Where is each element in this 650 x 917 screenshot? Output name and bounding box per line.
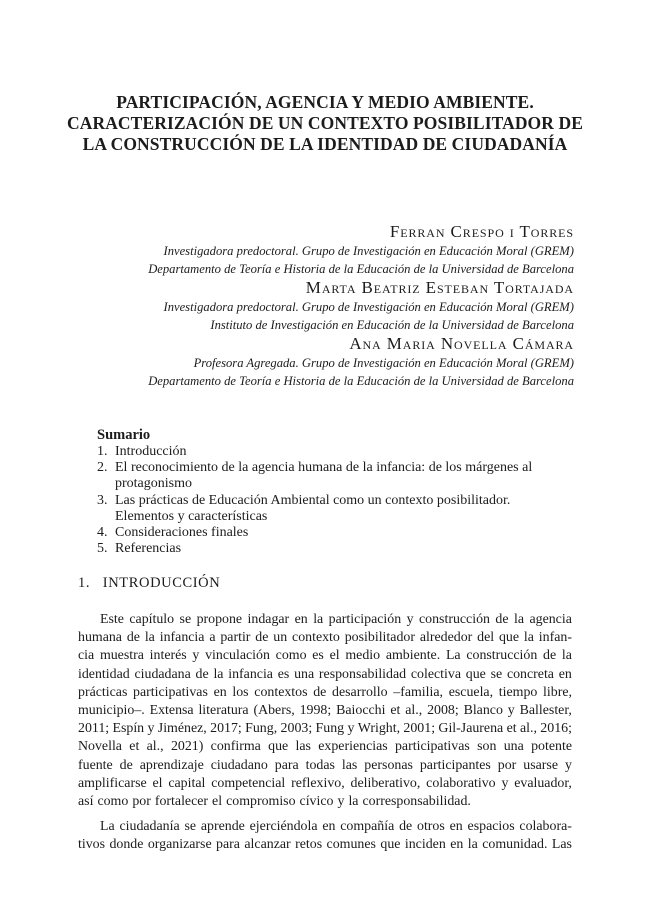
word: en [322,819,336,835]
text-line [78,818,572,836]
word: participativas [133,684,208,700]
word: humana [78,630,122,646]
word: una [294,666,315,682]
word: comunidad. [482,837,548,853]
word: propone [196,612,243,627]
word: Fung [315,721,345,737]
paragraph [78,818,572,854]
word: que [380,837,401,853]
word: colaborativo [426,775,496,791]
text-line [78,611,572,629]
summary-item-number: 3. [97,492,108,508]
text-line [78,684,572,702]
word: La [100,819,115,835]
author-affiliation: Investigadora predoctoral. Grupo de Investigación en Educación Moral (GREM) [163,244,574,258]
section-number: 1. [78,575,91,591]
word: y [406,612,414,627]
word: la [561,648,572,664]
word: se [184,819,197,835]
word: ciudadana [134,666,191,682]
word: agencia [529,612,572,627]
word: 2017; [210,721,242,737]
word: en [450,837,464,853]
word: fortalecer [154,793,209,809]
summary-item [97,460,577,492]
word: confirma [210,739,261,755]
section-title: INTRODUCCIÓN [102,575,221,591]
word: para [216,837,240,853]
word: en [558,666,572,682]
word: –familia, [393,684,444,700]
word: al., [519,721,537,737]
summary-item-text: El reconocimiento de la agencia humana de la infancia: de los márgenes al [115,460,533,476]
word: así [78,793,94,809]
word: otros [417,819,445,835]
word: muestra [99,648,144,664]
word: et [390,702,401,718]
word: las [295,739,311,755]
title-line: LA CONSTRUCCIÓN DE LA IDENTIDAD DE CIUDADANÍA [82,134,568,154]
word: literatura [198,702,249,718]
word: Gil-Jaurena [438,721,504,737]
word: que [498,630,520,646]
word: en [213,684,227,700]
word: del [477,630,495,646]
word: experiencias [318,739,388,755]
word: al., [405,702,423,718]
word: en [449,819,463,835]
word: amplificarse [78,775,147,791]
word: capítulo [129,612,175,627]
word: alrededor [419,630,473,646]
title-line: PARTICIPACIÓN, AGENCIA Y MEDIO AMBIENTE. [116,92,534,112]
word: compañía [340,819,395,835]
word: partir [220,630,251,646]
word: infancia [228,666,273,682]
word: 1998; [299,702,332,718]
word: corresponsabilidad. [362,793,471,809]
word: 2001; [403,721,436,737]
author-name: Ferran Crespo i Torres [389,222,574,241]
word: Wright, [357,721,401,737]
word: (Abers, [253,702,295,718]
word: la [213,666,224,682]
word: los [232,684,249,700]
body-text [78,611,572,854]
word: ambiente. [385,648,441,664]
word: de [543,648,557,664]
text-line [78,793,572,811]
summary-heading: Sumario [97,427,151,443]
word: de [255,630,269,646]
word: concreta [506,666,554,682]
author-affiliation: Departamento de Teoría e Historia de la Educación de la Universidad de Barcelona [148,374,574,388]
word: la [523,630,534,646]
word: ciudadanía [119,819,180,835]
text-line [78,738,572,756]
word: de [119,757,133,773]
text-line [78,647,572,665]
word: un [273,630,288,646]
word: construcción [466,648,538,664]
word: es [277,666,290,682]
word: fuente [78,757,113,773]
word: compromiso [226,793,296,809]
section-heading [78,575,220,592]
word: y [347,721,355,737]
summary-item-number: 5. [97,541,108,557]
word: la [348,793,359,809]
word: contexto [292,630,340,646]
word: La [445,648,461,664]
word: prácticas [78,684,128,700]
author-block [148,222,574,390]
word: y [147,721,155,737]
word: cívico [299,793,334,809]
word: al., [146,739,164,755]
word: et [129,739,140,755]
summary-item-text: Referencias [115,541,182,557]
word: colabora- [519,819,572,835]
word: inciden [404,837,446,853]
word: todas [305,757,335,773]
summary-section [97,427,577,557]
word: para [274,757,299,773]
word: por [497,757,517,773]
word: participantes [419,757,491,773]
word: donde [109,837,144,853]
word: alcanzar [244,837,291,853]
author-affiliation: Profesora Agregada. Grupo de Investigación en Educación Moral (GREM) [193,356,574,370]
word: a [209,630,216,646]
word: y [507,702,515,718]
word: una [503,739,524,755]
author-name: Ana Maria Novella Cámara [349,334,574,353]
summary-item-text: Consideraciones finales [115,525,249,541]
word: personas [364,757,413,773]
word: de [495,612,509,627]
word: capital [168,775,206,791]
summary-item-text: Elementos y características [115,508,268,524]
word: Este [100,612,124,627]
word: ciudadano [210,757,268,773]
word: cia [78,648,95,664]
word: como [275,648,307,664]
word: el [152,775,163,791]
word: colectiva [410,666,461,682]
word: de [399,819,413,835]
paragraph [78,611,572,811]
word: deliberativo, [350,775,421,791]
author-affiliation: Departamento de Teoría e Historia de la Educación de la Universidad de Barcelona [148,262,574,276]
word: la [467,837,478,853]
word: medio [345,648,381,664]
word: participación [328,612,402,627]
summary-item [97,525,577,541]
word: retos [295,837,323,853]
word: es [312,648,324,664]
word: reflexivo, [291,775,345,791]
word: municipio–. [78,702,145,718]
summary-item-text: Las prácticas de Educación Ambiental como un contexto posibilitador. [115,492,511,508]
summary-item [97,541,577,557]
word: infancia [159,630,205,646]
word: que [465,666,486,682]
word: Baiocchi [336,702,386,718]
text-line [78,720,572,738]
word: identidad [78,666,130,682]
word: las [341,757,358,773]
word: 2016; [540,721,572,737]
title-line: CARACTERIZACIÓN DE UN CONTEXTO POSIBILITADOR DE [66,113,583,133]
word: aprende [200,819,245,835]
author-affiliation: Investigadora predoctoral. Grupo de Investigación en Educación Moral (GREM) [163,300,574,314]
word: posibilitador [344,630,415,646]
word: construcción [419,612,490,627]
word: Novella [78,739,122,755]
word: evaluador, [514,775,572,791]
word: Fung, [245,721,278,737]
word: la [144,630,155,646]
word: aprendizaje [139,757,204,773]
word: y [501,775,509,791]
chapter-title [60,92,590,155]
text-line [78,775,572,793]
word: Ballester, [519,702,572,718]
word: desarrollo [332,684,388,700]
summary-item-number: 1. [97,444,108,459]
word: 2003; [280,721,313,737]
text-line [78,836,572,854]
author-affiliation: Instituto de Investigación en Educación de la Universidad de Barcelona [210,318,574,332]
author-name: Marta Beatriz Esteban Tortajada [305,278,574,297]
word: el [212,793,223,809]
word: de [195,666,209,682]
word: y [192,648,200,664]
word: 2021) [170,739,204,755]
word: competencial [211,775,286,791]
word: potente [531,739,572,755]
summary-item [97,444,577,460]
word: contextos [254,684,308,700]
summary-item [97,493,577,525]
word: vinculación [205,648,270,664]
word: tiempo [498,684,538,700]
word: que [268,739,289,755]
word: como [97,793,129,809]
word: espacios [467,819,515,835]
word: la [513,612,525,627]
word: por [132,793,151,809]
word: Extensa [149,702,194,718]
word: tivos [78,837,106,853]
word: en [294,612,308,627]
summary-item-text: protagonismo [115,476,192,492]
word: escuela, [448,684,494,700]
summary-item-number: 2. [97,460,108,476]
text-line [78,629,572,647]
word: 2008; [427,702,459,718]
word: se [179,612,192,627]
text-line [78,666,572,684]
word: Las [551,837,572,853]
word: de [126,630,140,646]
word: comunes [326,837,376,853]
word: indagar [247,612,290,627]
word: son [477,739,497,755]
word: participativas [394,739,470,755]
word: libre, [543,684,572,700]
word: Jiménez, [157,721,207,737]
summary-item-number: 4. [97,525,108,541]
word: responsabilidad [318,666,407,682]
word: y [337,793,345,809]
summary-list [97,444,577,557]
word: y [564,757,572,773]
word: ejerciéndola [249,819,318,835]
text-line [78,702,572,720]
word: Blanco [463,702,503,718]
word: et [506,721,517,737]
word: usarse [523,757,558,773]
text-line [78,757,572,775]
word: Espín [112,721,145,737]
summary-item-text: Introducción [115,444,187,459]
word: el [329,648,340,664]
word: 2011; [78,721,110,737]
word: organizarse [147,837,212,853]
word: infan- [538,630,572,646]
word: interés [149,648,187,664]
word: se [490,666,503,682]
word: de [313,684,327,700]
word: la [313,612,324,627]
